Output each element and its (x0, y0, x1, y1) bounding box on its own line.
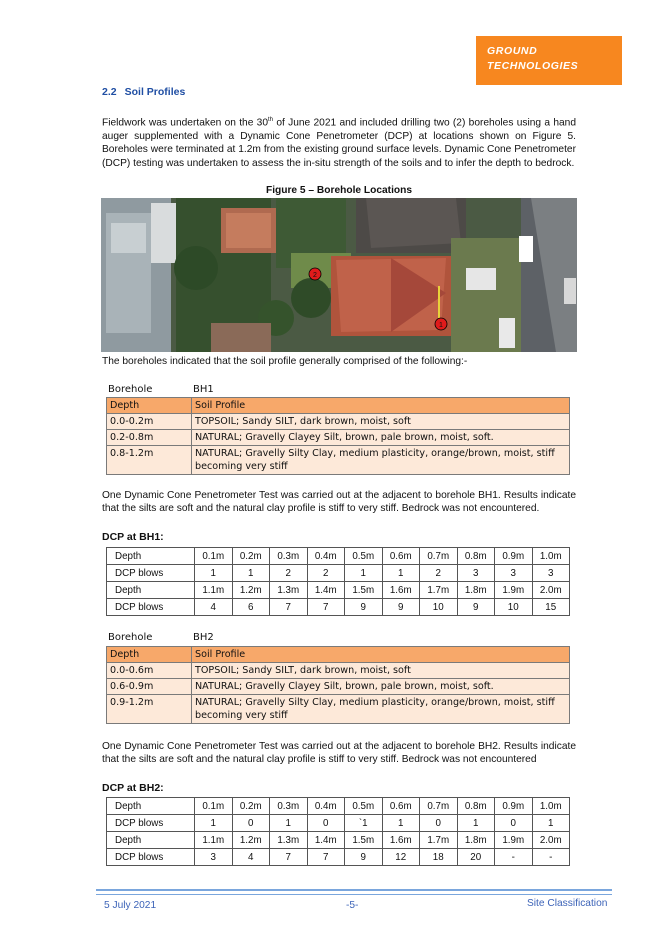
value-cell: 1 (195, 565, 233, 582)
value-cell: 0.9m (495, 798, 533, 815)
svg-text:1: 1 (439, 322, 443, 329)
value-cell: 0.9m (495, 548, 533, 565)
bh2-dcp-paragraph: One Dynamic Cone Penetrometer Test was carried out at the adjacent to borehole BH2. Results indicate that the silts are soft and the natural clay profile is stiff to very stiff. Bedrock was not encountered (102, 741, 576, 766)
value-cell: 1.8m (457, 582, 495, 599)
table-row (107, 832, 570, 849)
row-label-cell: Depth (107, 798, 195, 815)
row-label-cell: Depth (107, 548, 195, 565)
value-cell: 2.0m (532, 582, 570, 599)
profile-cell: NATURAL; Gravelly Clayey Silt, brown, pale brown, moist, soft. (192, 679, 570, 695)
table-row (107, 849, 570, 866)
value-cell: 1.0m (532, 798, 570, 815)
value-cell: 0 (232, 815, 270, 832)
value-cell: 4 (195, 599, 233, 616)
value-cell: 1 (345, 565, 383, 582)
value-cell: 0.1m (195, 548, 233, 565)
value-cell: 15 (532, 599, 570, 616)
value-cell: 1 (532, 815, 570, 832)
dcp-bh2-title: DCP at BH2: (102, 782, 164, 794)
section-title: Soil Profiles (124, 86, 186, 98)
value-cell: 0.5m (345, 798, 383, 815)
footer-document-title: Site Classification (527, 898, 608, 909)
value-cell: 0 (495, 815, 533, 832)
value-cell: 10 (420, 599, 458, 616)
profile-cell: NATURAL; Gravelly Silty Clay, medium plasticity, orange/brown, moist, stiff becoming very stiff (192, 446, 570, 475)
dcp-bh1-title: DCP at BH1: (102, 531, 164, 543)
value-cell: 1.1m (195, 832, 233, 849)
row-label-cell: Depth (107, 582, 195, 599)
value-cell: 1.0m (532, 548, 570, 565)
bh2-heading (108, 632, 214, 643)
borehole-marker-2 (309, 268, 321, 280)
value-cell: 1.4m (307, 832, 345, 849)
value-cell: 7 (307, 599, 345, 616)
value-cell: 1.8m (457, 832, 495, 849)
para1-text-a: Fieldwork was undertaken on the 30 (102, 117, 269, 129)
bh1-label: Borehole (108, 384, 153, 395)
value-cell: 1 (382, 565, 420, 582)
value-cell: 0.4m (307, 548, 345, 565)
value-cell: 0.8m (457, 548, 495, 565)
bh1-name: BH1 (193, 384, 214, 395)
figure-caption: Figure 5 – Borehole Locations (265, 185, 413, 196)
footer-divider (96, 889, 612, 891)
value-cell: 1.6m (382, 832, 420, 849)
value-cell: 1.9m (495, 582, 533, 599)
row-label-cell: DCP blows (107, 815, 195, 832)
depth-cell: 0.9-1.2m (107, 695, 192, 724)
value-cell: 4 (232, 849, 270, 866)
depth-cell: 0.2-0.8m (107, 430, 192, 446)
value-cell: 3 (532, 565, 570, 582)
depth-cell: 0.6-0.9m (107, 679, 192, 695)
value-cell: 1.4m (307, 582, 345, 599)
column-header-depth: Depth (107, 647, 192, 663)
table-row (107, 414, 570, 430)
value-cell: 1.7m (420, 582, 458, 599)
fieldwork-paragraph (102, 114, 576, 170)
logo-line-2: TECHNOLOGIES (487, 60, 579, 72)
value-cell: 1 (457, 815, 495, 832)
value-cell: 12 (382, 849, 420, 866)
value-cell: 7 (270, 599, 308, 616)
value-cell: 0.6m (382, 548, 420, 565)
table-row (107, 446, 570, 475)
value-cell: 1.5m (345, 582, 383, 599)
table-row (107, 565, 570, 582)
value-cell: 1.1m (195, 582, 233, 599)
depth-cell: 0.0-0.6m (107, 663, 192, 679)
row-label-cell: DCP blows (107, 599, 195, 616)
row-label-cell: DCP blows (107, 565, 195, 582)
depth-cell: 0.8-1.2m (107, 446, 192, 475)
value-cell: 9 (345, 849, 383, 866)
value-cell: 0.2m (232, 798, 270, 815)
bh1-soil-profile-table (106, 397, 570, 475)
svg-text:2: 2 (313, 272, 317, 279)
value-cell: 0.5m (345, 548, 383, 565)
value-cell: 0.4m (307, 798, 345, 815)
value-cell: 18 (420, 849, 458, 866)
value-cell: 3 (195, 849, 233, 866)
bh2-soil-profile-table (106, 646, 570, 724)
table-row (107, 695, 570, 724)
table-row (107, 599, 570, 616)
value-cell: 1.3m (270, 832, 308, 849)
value-cell: 2 (420, 565, 458, 582)
value-cell: 1 (382, 815, 420, 832)
table-row (107, 679, 570, 695)
value-cell: `1 (345, 815, 383, 832)
value-cell: 0.8m (457, 798, 495, 815)
footer-page-number: -5- (346, 900, 359, 911)
bh1-dcp-paragraph: One Dynamic Cone Penetrometer Test was carried out at the adjacent to borehole BH1. Results indicate that the silts are soft and the natural clay profile is stiff to very stiff. Bedrock was not encountered. (102, 490, 576, 515)
profile-cell: TOPSOIL; Sandy SILT, dark brown, moist, soft (192, 663, 570, 679)
value-cell: 1.7m (420, 832, 458, 849)
table-row (107, 663, 570, 679)
profile-cell: TOPSOIL; Sandy SILT, dark brown, moist, soft (192, 414, 570, 430)
value-cell: 3 (495, 565, 533, 582)
value-cell: 1.6m (382, 582, 420, 599)
value-cell: 0.6m (382, 798, 420, 815)
table-row (107, 582, 570, 599)
value-cell: 0.1m (195, 798, 233, 815)
column-header-depth: Depth (107, 398, 192, 414)
company-logo (476, 36, 622, 85)
table-row (107, 815, 570, 832)
value-cell: 9 (382, 599, 420, 616)
footer-divider-thin (96, 894, 612, 895)
value-cell: 1.9m (495, 832, 533, 849)
table-row (107, 430, 570, 446)
value-cell: 1.2m (232, 832, 270, 849)
value-cell: 7 (270, 849, 308, 866)
value-cell: 0 (307, 815, 345, 832)
value-cell: 1 (270, 815, 308, 832)
table-row (107, 798, 570, 815)
value-cell: 3 (457, 565, 495, 582)
value-cell: 2 (270, 565, 308, 582)
value-cell: 10 (495, 599, 533, 616)
row-label-cell: Depth (107, 832, 195, 849)
para1-superscript: th (268, 117, 274, 123)
table-header-row (107, 647, 570, 663)
profile-cell: NATURAL; Gravelly Clayey Silt, brown, pale brown, moist, soft. (192, 430, 570, 446)
borehole-marker-1 (435, 318, 447, 330)
value-cell: 2.0m (532, 832, 570, 849)
dcp-bh1-table (106, 547, 570, 616)
dcp-bh2-table (106, 797, 570, 866)
value-cell: 1.5m (345, 832, 383, 849)
profile-intro-text: The boreholes indicated that the soil profile generally comprised of the following:- (102, 356, 468, 367)
bh2-label: Borehole (108, 632, 153, 643)
value-cell: 2 (307, 565, 345, 582)
row-label-cell: DCP blows (107, 849, 195, 866)
value-cell: 0.3m (270, 548, 308, 565)
value-cell: 0.7m (420, 798, 458, 815)
value-cell: 9 (345, 599, 383, 616)
value-cell: 0.3m (270, 798, 308, 815)
value-cell: 0.2m (232, 548, 270, 565)
table-header-row (107, 398, 570, 414)
section-number: 2.2 (102, 86, 117, 98)
value-cell: - (532, 849, 570, 866)
value-cell: 7 (307, 849, 345, 866)
table-row (107, 548, 570, 565)
bh2-name: BH2 (193, 632, 214, 643)
value-cell: 1 (232, 565, 270, 582)
column-header-profile: Soil Profile (192, 398, 570, 414)
section-heading (102, 86, 185, 98)
column-header-profile: Soil Profile (192, 647, 570, 663)
value-cell: 6 (232, 599, 270, 616)
value-cell: 0.7m (420, 548, 458, 565)
bh1-heading (108, 384, 214, 395)
value-cell: 9 (457, 599, 495, 616)
value-cell: 1.3m (270, 582, 308, 599)
value-cell: 1 (195, 815, 233, 832)
aerial-site-photo (101, 198, 577, 352)
profile-cell: NATURAL; Gravelly Silty Clay, medium plasticity, orange/brown, moist, stiff becoming very stiff (192, 695, 570, 724)
value-cell: 20 (457, 849, 495, 866)
depth-cell: 0.0-0.2m (107, 414, 192, 430)
logo-line-1: GROUND (487, 45, 538, 57)
value-cell: - (495, 849, 533, 866)
para1-text-b: of June 2021 and included drilling two (2) boreholes using a hand auger supplemented with a Dynamic Cone Penetrometer (DCP) at locations shown on Figure 5. Boreholes were terminated at 1.2m from the existing ground surface levels. Dynamic Cone Penetrometer (DCP) testing was undertaken to assess the in-situ strength of the soils and to infer the depth to bedrock. (102, 117, 576, 169)
footer-date: 5 July 2021 (104, 900, 157, 911)
value-cell: 1.2m (232, 582, 270, 599)
value-cell: 0 (420, 815, 458, 832)
